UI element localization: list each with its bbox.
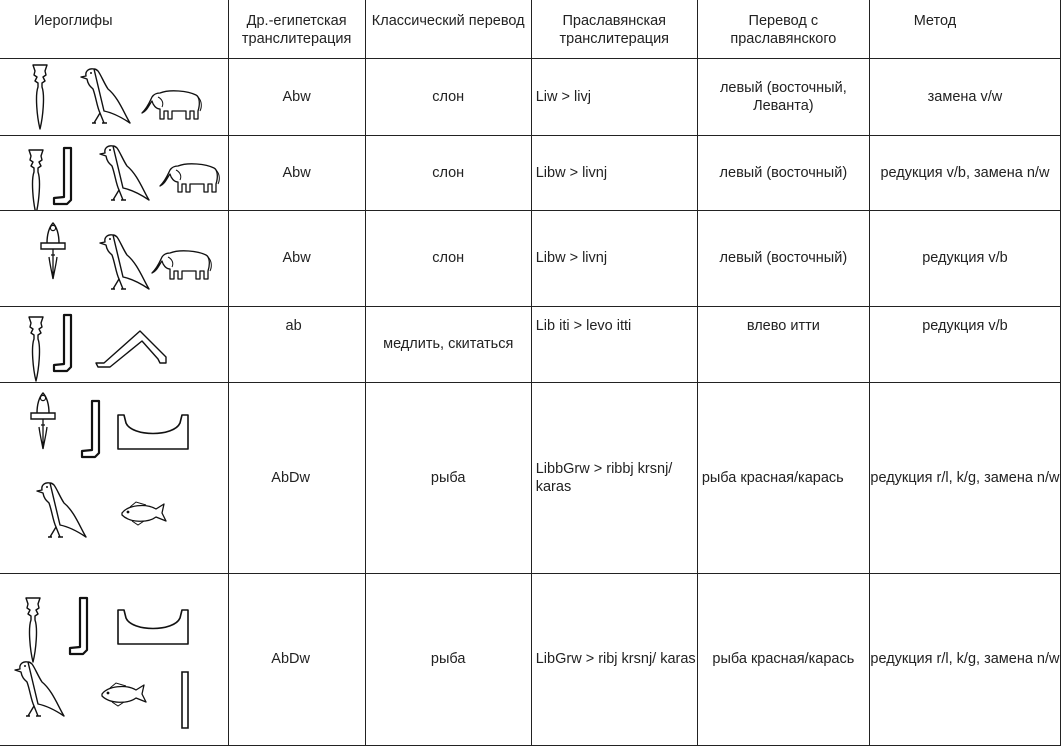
glyph-group	[0, 307, 228, 382]
method-cell: редукция r/l, k/g, замена n/w	[869, 573, 1060, 745]
glyph-group	[0, 383, 228, 573]
table-row	[0, 573, 1061, 745]
glyph-cell	[0, 306, 228, 382]
glyph-group	[0, 136, 228, 210]
leg-icon	[54, 315, 71, 371]
hill-icon	[118, 610, 188, 644]
header-proto-slavic-translation: Перевод с праславянского	[697, 0, 869, 58]
method-cell: редукция r/l, k/g, замена n/w	[869, 382, 1060, 573]
reed-leaf-icon	[33, 65, 47, 129]
egyptian-cell: Abw	[228, 135, 365, 210]
leg-icon	[70, 598, 87, 654]
sema-sign-icon	[31, 393, 55, 449]
method-cell: редукция v/b	[869, 210, 1060, 306]
translation-cell: левый (восточный)	[697, 135, 869, 210]
method-cell: редукция v/b, замена n/w	[869, 135, 1060, 210]
glyph-group	[0, 211, 228, 306]
reed-leaf-icon	[29, 150, 43, 210]
table-row	[0, 210, 1061, 306]
classic-cell: слон	[365, 210, 531, 306]
sema-sign-icon	[41, 223, 65, 279]
proto-cell: Lib iti > levo itti	[531, 306, 697, 382]
egyptian-cell: AbDw	[228, 573, 365, 745]
glyph-cell	[0, 210, 228, 306]
leg-icon	[54, 148, 71, 204]
method-cell: замена v/w	[869, 58, 1060, 135]
vulture-icon	[81, 68, 130, 122]
translation-cell: левый (восточный)	[697, 210, 869, 306]
classic-cell: рыба	[365, 573, 531, 745]
reed-leaf-icon	[26, 598, 40, 662]
vulture-icon	[100, 145, 149, 199]
vulture-icon	[37, 482, 86, 536]
proto-cell: LibGrw > ribj krsnj/ karas	[531, 573, 697, 745]
header-method: Метод	[869, 0, 1060, 58]
egyptian-cell: AbDw	[228, 382, 365, 573]
header-row	[0, 0, 1061, 58]
proto-cell: Libw > livnj	[531, 210, 697, 306]
classic-cell: слон	[365, 135, 531, 210]
translation-cell: влево итти	[697, 306, 869, 382]
fish-icon	[122, 502, 166, 525]
translation-cell: рыба красная/карась	[697, 382, 869, 573]
leg-icon	[82, 401, 99, 457]
method-cell: редукция v/b	[869, 306, 1060, 382]
glyph-group	[0, 574, 228, 745]
egyptian-cell: ab	[228, 306, 365, 382]
classic-cell: рыба	[365, 382, 531, 573]
glyph-cell	[0, 58, 228, 135]
glyph-cell	[0, 135, 228, 210]
glyph-group	[0, 59, 228, 135]
vulture-icon	[15, 661, 64, 715]
egyptian-cell: Abw	[228, 58, 365, 135]
glyph-cell	[0, 573, 228, 745]
table-row	[0, 58, 1061, 135]
header-proto-slavic-transliteration: Праславянская транслитерация	[531, 0, 697, 58]
translation-cell: рыба красная/карась	[697, 573, 869, 745]
proto-cell: Libw > livnj	[531, 135, 697, 210]
header-egyptian-transliteration: Др.-египетская транслитерация	[228, 0, 365, 58]
elephant-icon	[160, 163, 219, 191]
reed-leaf-icon	[29, 317, 43, 381]
table-row	[0, 382, 1061, 573]
fish-icon	[102, 683, 146, 706]
stroke-icon	[182, 672, 188, 728]
vulture-icon	[100, 234, 149, 288]
classic-cell: слон	[365, 58, 531, 135]
header-hieroglyphs: Иероглифы	[0, 0, 228, 58]
elephant-icon	[142, 90, 201, 118]
table-row	[0, 135, 1061, 210]
elephant-icon	[152, 250, 211, 278]
classic-cell: медлить, скитаться	[365, 306, 531, 382]
translation-cell: левый (восточный, Леванта)	[697, 58, 869, 135]
table-row	[0, 306, 1061, 382]
egyptian-cell: Abw	[228, 210, 365, 306]
glyph-cell	[0, 382, 228, 573]
header-classic-translation: Классический перевод	[365, 0, 531, 58]
hill-icon	[118, 415, 188, 449]
walking-legs-icon	[96, 331, 166, 367]
proto-cell: LibbGrw > ribbj krsnj/ karas	[531, 382, 697, 573]
proto-cell: Liw > livj	[531, 58, 697, 135]
